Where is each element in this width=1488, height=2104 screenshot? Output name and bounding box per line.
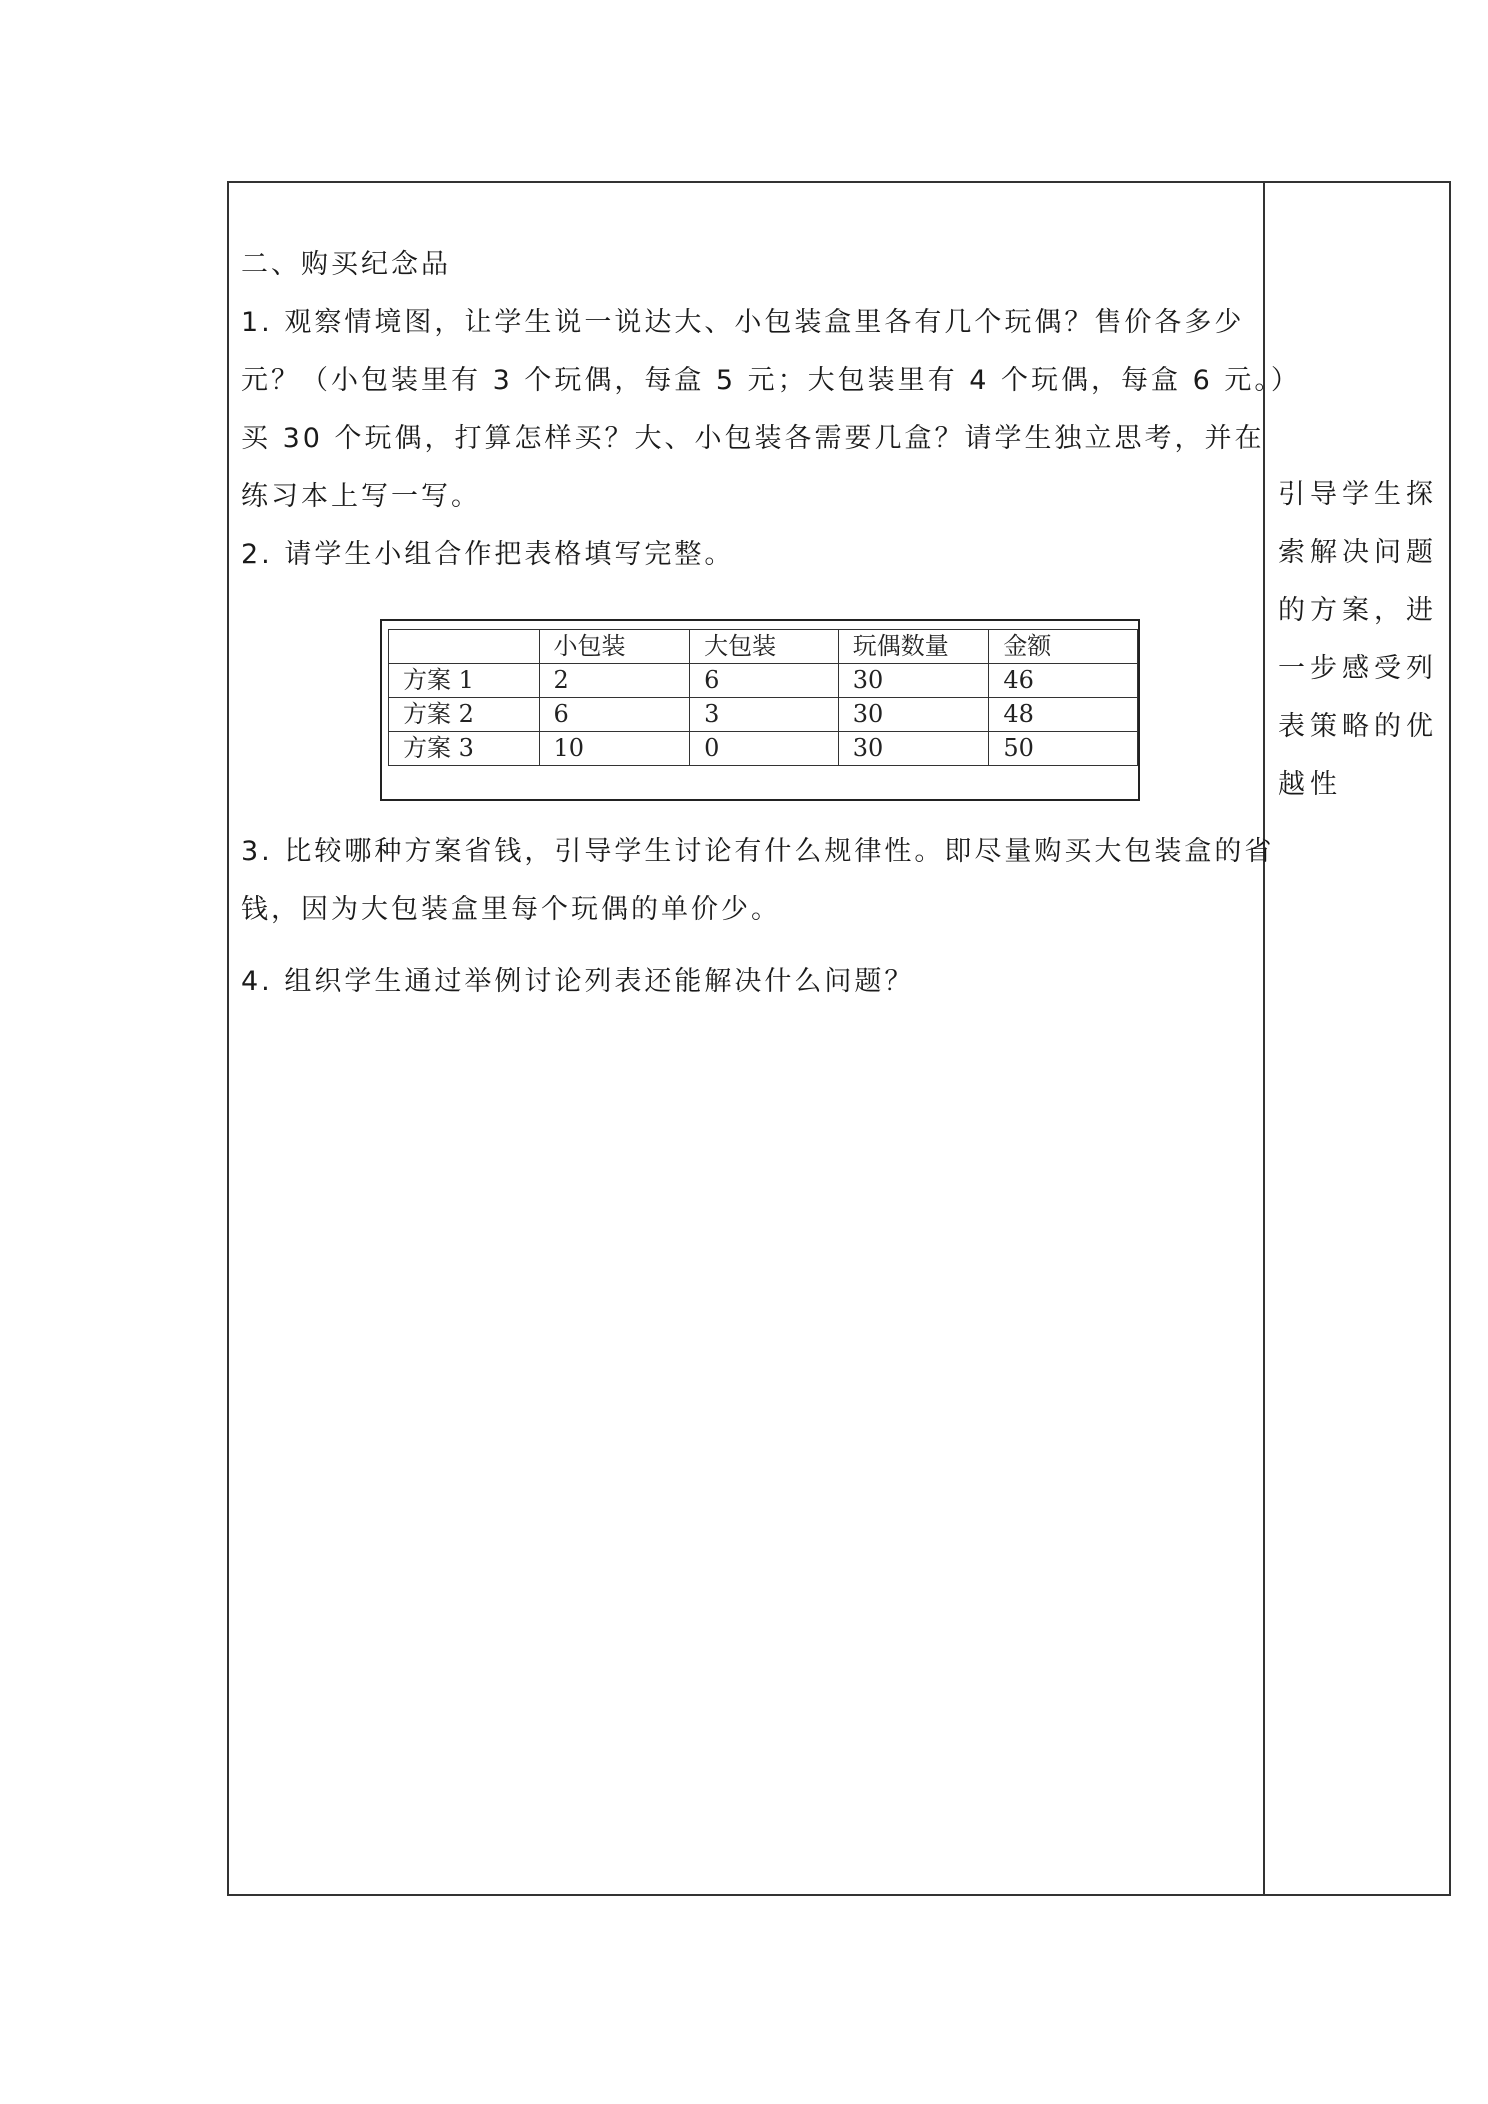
table-header-row	[389, 630, 1138, 664]
table-cell: 方案 2	[389, 698, 540, 732]
step1-line-4: 练习本上写一写。	[241, 481, 481, 512]
step1-line-1: 1. 观察情境图，让学生说一说达大、小包装盒里各有几个玩偶？售价各多少	[241, 307, 1245, 338]
table-cell: 2	[539, 664, 690, 698]
header-cell-empty	[389, 630, 540, 664]
table-cell: 10	[539, 732, 690, 766]
header-cell-small-pack: 小包装	[539, 630, 690, 664]
step4-text: 4. 组织学生通过举例讨论列表还能解决什么问题？	[241, 966, 915, 997]
plan-table-frame	[380, 619, 1140, 801]
table-cell: 3	[690, 698, 839, 732]
step3-line-1: 3. 比较哪种方案省钱，引导学生讨论有什么规律性。即尽量购买大包装盒的省	[241, 836, 1275, 867]
table-cell: 0	[690, 732, 839, 766]
table-row	[389, 664, 1138, 698]
table-cell: 30	[838, 732, 989, 766]
step1-line-3: 买 30 个玩偶，打算怎样买？大、小包装各需要几盒？请学生独立思考，并在	[241, 423, 1265, 454]
table-cell: 方案 3	[389, 732, 540, 766]
step3-line-2: 钱，因为大包装盒里每个玩偶的单价少。	[241, 894, 781, 925]
table-cell: 50	[989, 732, 1138, 766]
table-cell: 30	[838, 698, 989, 732]
table-cell: 46	[989, 664, 1138, 698]
table-cell: 30	[838, 664, 989, 698]
header-cell-amount: 金额	[989, 630, 1138, 664]
plan-table	[388, 629, 1138, 766]
teaching-process-column	[241, 236, 1301, 584]
intent-line-6: 越性	[1278, 769, 1342, 800]
table-cell: 6	[690, 664, 839, 698]
table-row	[389, 698, 1138, 732]
table-cell: 6	[539, 698, 690, 732]
header-cell-doll-count: 玩偶数量	[838, 630, 989, 664]
intent-line-5: 表策略的优	[1278, 711, 1438, 742]
design-intent-column	[1278, 466, 1438, 814]
step2-text: 2. 请学生小组合作把表格填写完整。	[241, 539, 735, 570]
teaching-process-continued	[241, 823, 1275, 1011]
step1-line-2: 元？（小包装里有 3 个玩偶，每盒 5 元；大包装里有 4 个玩偶，每盒 6 元。）	[241, 365, 1301, 396]
intent-line-2: 索解决问题	[1278, 537, 1438, 568]
table-row	[389, 732, 1138, 766]
intent-line-1: 引导学生探	[1278, 479, 1438, 510]
intent-line-4: 一步感受列	[1278, 653, 1438, 684]
intent-line-3: 的方案，进	[1278, 595, 1438, 626]
section-heading: 二、购买纪念品	[241, 249, 451, 280]
table-cell: 方案 1	[389, 664, 540, 698]
table-cell: 48	[989, 698, 1138, 732]
header-cell-large-pack: 大包装	[690, 630, 839, 664]
